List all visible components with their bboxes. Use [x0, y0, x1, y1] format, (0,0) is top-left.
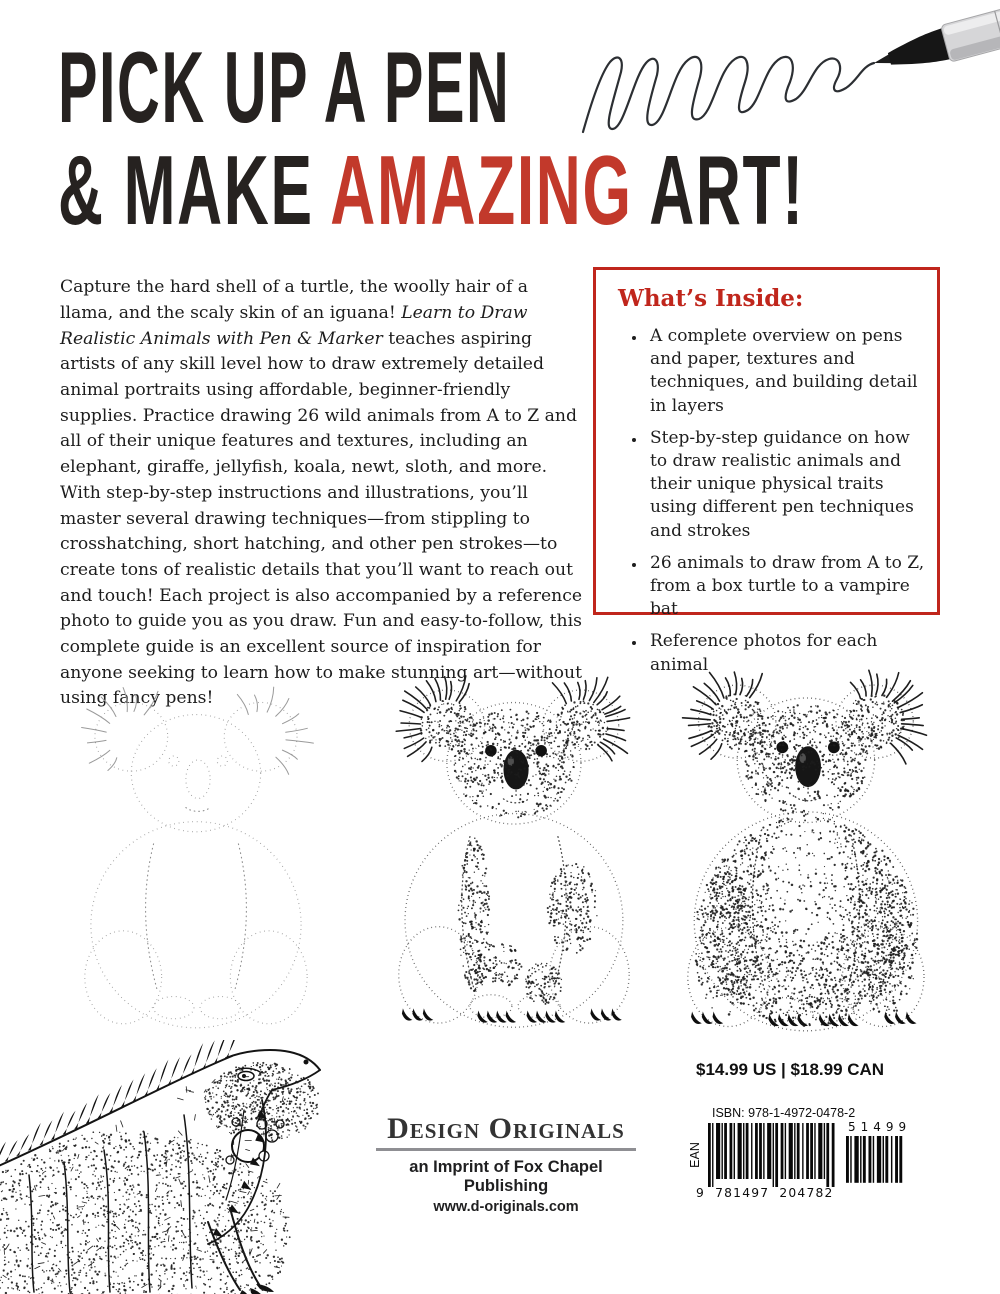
- supplement-barcode: [846, 1136, 904, 1190]
- headline-amazing-accent: AMAZING: [330, 135, 633, 246]
- publisher-name: Design Originals: [387, 1112, 625, 1145]
- ean-label: EAN: [687, 1142, 702, 1168]
- headline-line-2: [58, 135, 805, 246]
- bullet-item-2: • Step-by-step guidance on how to draw realistic animals and their unique physical traits using different pen techniques and strokes: [646, 427, 929, 543]
- publisher-website: www.d-originals.com: [433, 1199, 579, 1215]
- headline-line2-prefix: & MAKE: [58, 135, 331, 246]
- bullet-item-1: • A complete overview on pens and paper, textures and techniques, and building detail in layers: [646, 325, 929, 418]
- publisher-logo-block: [368, 1112, 644, 1215]
- whats-inside-heading: What’s Inside:: [618, 285, 804, 312]
- headline-line-1: PICK UP A PEN: [58, 29, 511, 144]
- isbn-text: ISBN: 978-1-4972-0478-2: [712, 1106, 856, 1120]
- koala-step-1-illustration: [60, 660, 334, 1044]
- supplement-digits: 51499: [848, 1120, 912, 1134]
- bullet-item-4: • Reference photos for each animal: [646, 630, 929, 676]
- whats-inside-list: [596, 325, 929, 677]
- publisher-imprint: an Imprint of Fox Chapel Publishing: [409, 1158, 603, 1195]
- bullet-item-3: • 26 animals to draw from A to Z, from a box turtle to a vampire bat: [646, 552, 929, 622]
- main-barcode: [708, 1123, 836, 1187]
- headline-line2-suffix: ART!: [632, 135, 805, 246]
- whats-inside-box: [593, 267, 940, 675]
- publisher-rule: [376, 1148, 636, 1151]
- barcode-region: [686, 1100, 914, 1204]
- iguana-illustration: [0, 1040, 342, 1294]
- barcode-digits: 9 781497 204782: [696, 1186, 834, 1200]
- intro-paragraph: Capture the hard shell of a turtle, the woolly hair of a llama, and the scaly skin of an iguana! Learn to Draw Realistic Animals with Pen & Marker teaches aspiring artists of any skill level how to draw extremely detailed animal portraits using affordable, beginner-friendly supplies. Practice drawing 26 wild animals from A to Z and all of their unique features and textures, including an elephant, giraffe, jellyfish, koala, newt, sloth, and more. With step-by-step instructions and illustrations, you’ll master several drawing techniques—from stippling to crosshatching, short hatching, and other pen strokes—to create tons of realistic details that you’ll want to reach out and touch! Each project is also accompanied by a reference photo to guide you as you draw. Fun and easy-to-follow, this complete guide is an excellent source of inspiration for anyone seeking to learn how to make stunning art—without using fancy pens!: [60, 277, 583, 709]
- koala-step-3-illustration: [658, 640, 956, 1048]
- price-text: $14.99 US | $18.99 CAN: [696, 1060, 885, 1079]
